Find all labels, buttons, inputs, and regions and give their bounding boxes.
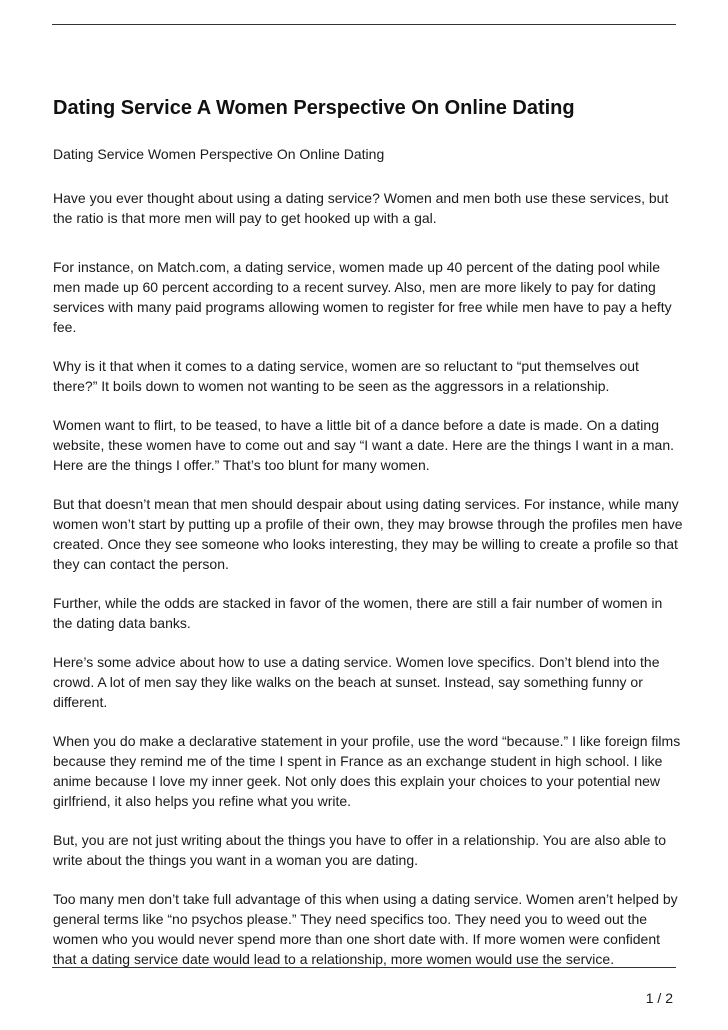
paragraph-5: But that doesn’t mean that men should despair about using dating services. For instance, while many women won’t start by putting up a profile of their own, they may browse through the profiles men have created. Once they see someone who looks interesting, they may be willing to create a profile so that they can contact the person. bbox=[53, 496, 683, 572]
paragraph-4: Women want to flirt, to be teased, to have a little bit of a dance before a date is made. On a dating website, these women have to come out and say “I want a date. Here are the things I want in a man. Here are the things I offer.” That’s too blunt for many women. bbox=[53, 417, 675, 473]
paragraph-9: But, you are not just writing about the things you have to offer in a relationship. You are also able to write about the things you want in a woman you are dating. bbox=[53, 832, 667, 868]
paragraph-10: Too many men don’t take full advantage of this when using a dating service. Women aren’t helped by general terms like “no psychos please.” They need specifics too. They need you to weed out the women who you would never spend more than one short date with. If more women were confident that a dating service date would lead to a relationship, more women would use the service. bbox=[53, 891, 678, 967]
paragraph-3: Why is it that when it comes to a dating service, women are so reluctant to “put themselves out there?” It boils down to women not wanting to be seen as the aggressors in a relationship. bbox=[53, 358, 639, 394]
document-body bbox=[53, 96, 683, 988]
paragraph-2: For instance, on Match.com, a dating service, women made up 40 percent of the dating pool while men made up 60 percent according to a recent survey. Also, men are more likely to pay for dating services with many paid programs allowing women to register for free while men have to pay a hefty fee. bbox=[53, 259, 672, 335]
document-subtitle: Dating Service Women Perspective On Online Dating bbox=[53, 146, 385, 162]
document-title: Dating Service A Women Perspective On Online Dating bbox=[53, 97, 575, 119]
paragraph-7: Here’s some advice about how to use a dating service. Women love specifics. Don’t blend into the crowd. A lot of men say they like walks on the beach at sunset. Instead, say something funny or different. bbox=[53, 654, 660, 710]
paragraph-1: Have you ever thought about using a dating service? Women and men both use these services, but the ratio is that more men will pay to get hooked up with a gal. bbox=[53, 190, 669, 226]
footer-divider bbox=[52, 967, 676, 968]
paragraph-6: Further, while the odds are stacked in favor of the women, there are still a fair number of women in the dating data banks. bbox=[53, 595, 663, 631]
page-number: 1 / 2 bbox=[645, 990, 673, 1006]
paragraph-8: When you do make a declarative statement in your profile, use the word “because.” I like foreign films because they remind me of the time I spent in France as an exchange student in high school. I like anime because I love my inner geek. Not only does this explain your choices to your potential new girlfriend, it also helps you refine what you write. bbox=[53, 733, 681, 809]
header-divider bbox=[52, 24, 676, 25]
